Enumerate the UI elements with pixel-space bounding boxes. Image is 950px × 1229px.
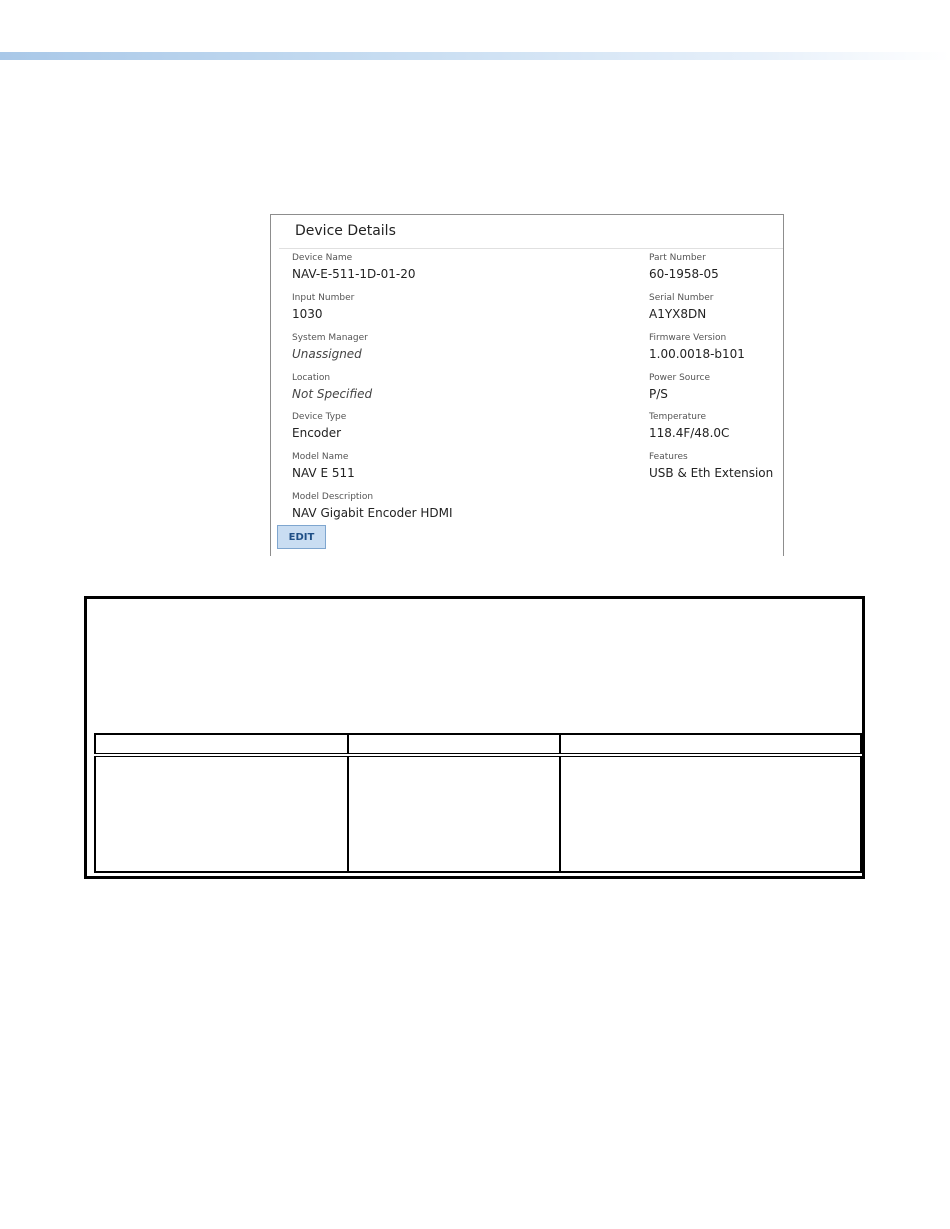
field-device-name [292, 253, 512, 282]
field-label: Part Number [649, 253, 706, 263]
field-model-description [292, 492, 512, 521]
field-part-number [649, 253, 869, 282]
field-model-name [292, 452, 512, 481]
table-header-cell [95, 734, 348, 755]
table-cell [560, 755, 861, 872]
field-label: Device Type [292, 412, 347, 422]
panel-title: Device Details [295, 223, 396, 239]
field-temperature [649, 412, 869, 441]
field-value: 60-1958-05 [649, 267, 719, 281]
field-label: System Manager [292, 333, 368, 343]
field-input-number [292, 293, 512, 322]
field-value: Not Specified [292, 387, 373, 401]
field-label: Model Name [292, 452, 349, 462]
table-header-cell [560, 734, 861, 755]
field-label: Input Number [292, 293, 355, 303]
field-value: 118.4F/48.0C [649, 426, 730, 440]
field-system-manager [292, 333, 512, 362]
note-box [84, 596, 865, 879]
field-device-type [292, 412, 512, 441]
field-label: Power Source [649, 373, 710, 383]
table-row [95, 755, 861, 872]
table-header-row [95, 734, 861, 755]
field-firmware-version [649, 333, 869, 362]
field-label: Model Description [292, 492, 374, 502]
field-label: Serial Number [649, 293, 714, 303]
field-value: Encoder [292, 426, 342, 440]
field-value: USB & Eth Extension [649, 466, 774, 480]
field-label: Device Name [292, 253, 353, 263]
field-value: A1YX8DN [649, 307, 707, 321]
empty-table [94, 733, 862, 873]
device-details-panel [270, 214, 784, 556]
field-value: NAV Gigabit Encoder HDMI [292, 506, 453, 520]
field-features [649, 452, 869, 481]
field-value: P/S [649, 387, 668, 401]
header-accent-bar [0, 52, 950, 60]
edit-button[interactable]: EDIT [277, 525, 326, 549]
table-header-cell [348, 734, 560, 755]
title-divider [279, 248, 783, 249]
field-value: 1.00.0018-b101 [649, 347, 745, 361]
field-value: Unassigned [292, 347, 362, 361]
table-cell [95, 755, 348, 872]
field-location [292, 373, 512, 402]
field-serial-number [649, 293, 869, 322]
field-value: NAV-E-511-1D-01-20 [292, 267, 416, 281]
field-value: NAV E 511 [292, 466, 355, 480]
table-cell [348, 755, 560, 872]
field-power-source [649, 373, 869, 402]
field-label: Temperature [649, 412, 707, 422]
field-label: Location [292, 373, 331, 383]
field-label: Features [649, 452, 688, 462]
field-value: 1030 [292, 307, 323, 321]
field-label: Firmware Version [649, 333, 727, 343]
